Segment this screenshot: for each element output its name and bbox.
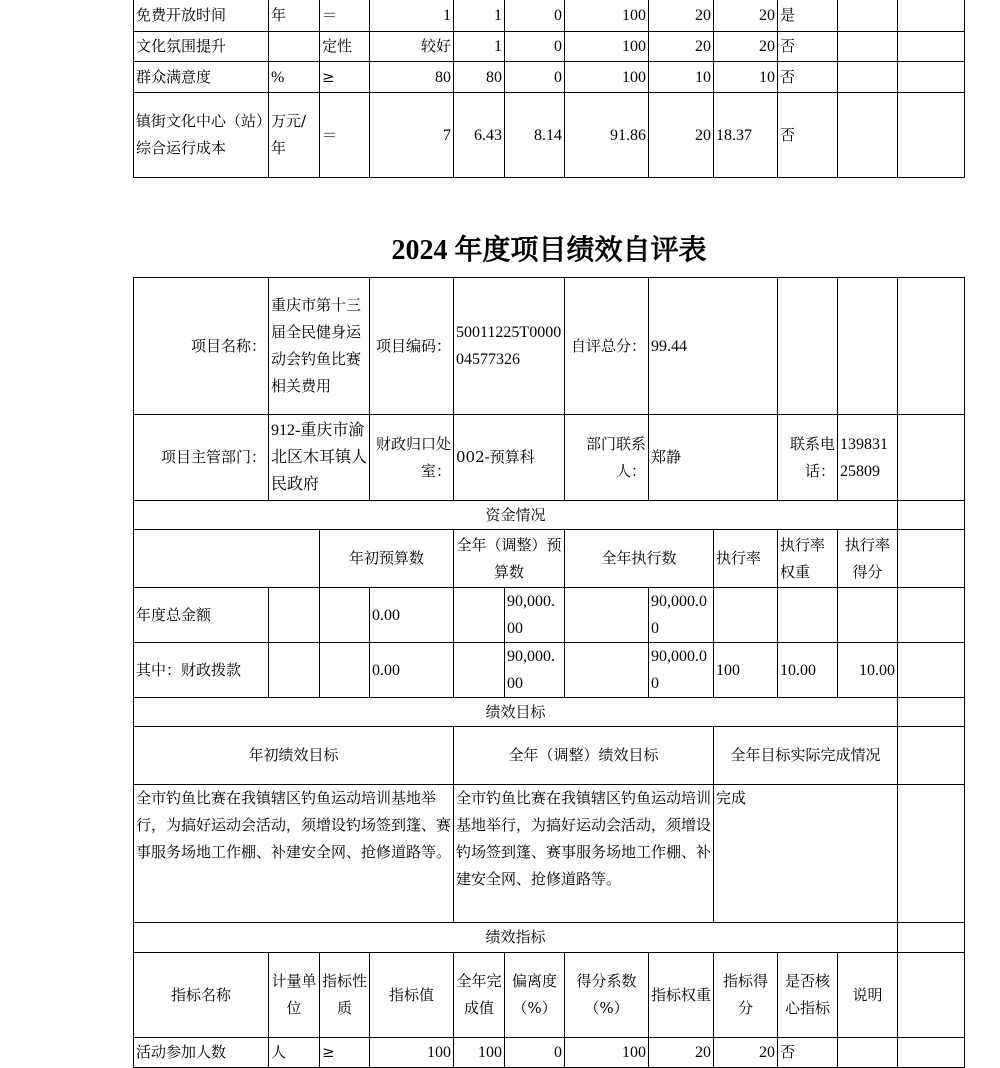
page-title: 2024 年度项目绩效自评表	[391, 235, 707, 266]
cell	[898, 278, 965, 415]
cell: 0	[505, 0, 565, 32]
cell: 1	[454, 32, 505, 62]
cell: 万元/年	[269, 93, 320, 178]
col-header: 全年执行数	[565, 530, 714, 588]
cell	[320, 643, 370, 698]
table-row	[134, 1038, 965, 1068]
initial-goal: 全市钓鱼比赛在我镇辖区钓鱼运动培训基地举行，为搞好运动会活动，须增设钓场签到篷、赛事服务场地工作棚、补建安全网、抢修道路等。	[134, 785, 454, 923]
cell: 10.00	[838, 643, 898, 698]
cell: 否	[778, 93, 838, 178]
table-row	[134, 530, 965, 588]
cell	[898, 62, 965, 93]
cell: 活动参加人数	[134, 1038, 269, 1068]
actual-completion: 完成	[714, 785, 898, 923]
table-row	[134, 32, 965, 62]
cell	[898, 415, 965, 501]
cell	[269, 32, 320, 62]
cell: 90,000.00	[505, 588, 565, 643]
cell	[898, 32, 965, 62]
cell: 20	[649, 32, 714, 62]
table-row	[134, 727, 965, 785]
cell: 20	[649, 93, 714, 178]
total-score: 99.44	[649, 278, 778, 415]
cell: 100	[714, 643, 778, 698]
cell: 90,000.00	[649, 588, 714, 643]
cell: 80	[370, 62, 454, 93]
dept: 912-重庆市渝北区木耳镇人民政府	[269, 415, 370, 501]
table-row	[134, 278, 965, 415]
project-code: 50011225T000004577326	[454, 278, 565, 415]
cell	[898, 643, 965, 698]
table-row	[134, 643, 965, 698]
cell	[898, 785, 965, 923]
cell	[838, 0, 898, 32]
col-header: 指标性质	[320, 953, 370, 1038]
table-row	[134, 953, 965, 1038]
row-label: 年度总金额	[134, 588, 269, 643]
cell: 是	[778, 0, 838, 32]
cell: 0.00	[370, 588, 454, 643]
cell	[269, 588, 320, 643]
dept-label: 项目主管部门：	[134, 415, 269, 501]
col-header: 指标权重	[649, 953, 714, 1038]
contact: 郑静	[649, 415, 778, 501]
cell: 100	[370, 1038, 454, 1068]
cell	[778, 588, 838, 643]
cell: 20	[649, 1038, 714, 1068]
table-row	[134, 785, 965, 923]
cell: 0	[505, 1038, 565, 1068]
cell	[898, 530, 965, 588]
cell: %	[269, 62, 320, 93]
cell: 10	[714, 62, 778, 93]
phone: 13983125809	[838, 415, 898, 501]
cell: 0.00	[370, 643, 454, 698]
cell: 7	[370, 93, 454, 178]
project-name: 重庆市第十三届全民健身运动会钓鱼比赛相关费用	[269, 278, 370, 415]
cell	[134, 530, 320, 588]
cell: 20	[714, 32, 778, 62]
cell: 0	[505, 32, 565, 62]
cell: ≥	[320, 1038, 370, 1068]
table-row	[134, 62, 965, 93]
cell: 人	[269, 1038, 320, 1068]
cell	[778, 278, 838, 415]
score-label: 自评总分：	[565, 278, 649, 415]
col-header: 全年（调整）绩效目标	[454, 727, 714, 785]
cell	[454, 588, 505, 643]
table-row	[134, 93, 965, 178]
cell: 100	[565, 1038, 649, 1068]
row-label: 其中：财政拨款	[134, 643, 269, 698]
cell: 否	[778, 62, 838, 93]
cell	[838, 588, 898, 643]
cell: 镇街文化中心（站）综合运行成本	[134, 93, 269, 178]
funds-section-header: 资金情况	[134, 501, 898, 530]
cell	[898, 923, 965, 953]
col-header: 指标值	[370, 953, 454, 1038]
cell	[838, 93, 898, 178]
cell: 100	[454, 1038, 505, 1068]
cell: 10.00	[778, 643, 838, 698]
indicator-table-continued	[133, 0, 965, 178]
cell: 免费开放时间	[134, 0, 269, 32]
col-header: 全年目标实际完成情况	[714, 727, 898, 785]
col-header: 全年完成值	[454, 953, 505, 1038]
cell	[320, 588, 370, 643]
cell: 100	[565, 0, 649, 32]
table-row	[134, 501, 965, 530]
col-header: 计量单位	[269, 953, 320, 1038]
cell: 90,000.00	[649, 643, 714, 698]
cell: 20	[714, 0, 778, 32]
cell: 文化氛围提升	[134, 32, 269, 62]
cell: 1	[454, 0, 505, 32]
cell: 否	[778, 32, 838, 62]
col-header: 指标得分	[714, 953, 778, 1038]
cell	[898, 93, 965, 178]
project-name-label: 项目名称：	[134, 278, 269, 415]
cell: 定性	[320, 32, 370, 62]
cell: 8.14	[505, 93, 565, 178]
cell	[898, 727, 965, 785]
adjusted-goal: 全市钓鱼比赛在我镇辖区钓鱼运动培训基地举行，为搞好运动会活动，须增设钓场签到篷、赛事服务场地工作棚、补建安全网、抢修道路等。	[454, 785, 714, 923]
cell: 群众满意度	[134, 62, 269, 93]
cell: 6.43	[454, 93, 505, 178]
col-header: 是否核心指标	[778, 953, 838, 1038]
goals-section-header: 绩效目标	[134, 698, 898, 727]
cell: 年	[269, 0, 320, 32]
cell: 否	[778, 1038, 838, 1068]
contact-label: 部门联系人：	[565, 415, 649, 501]
cell	[565, 588, 649, 643]
table-row	[134, 415, 965, 501]
cell: 100	[565, 32, 649, 62]
cell: 1	[370, 0, 454, 32]
cell: ＝	[320, 93, 370, 178]
col-header: 说明	[838, 953, 898, 1038]
cell	[565, 643, 649, 698]
cell: 100	[565, 62, 649, 93]
cell	[838, 278, 898, 415]
cell: 10	[649, 62, 714, 93]
cell	[838, 1038, 898, 1068]
self-evaluation-table	[133, 277, 965, 1068]
cell	[898, 1038, 965, 1068]
col-header: 执行率	[714, 530, 778, 588]
cell	[269, 643, 320, 698]
indicators-section-header: 绩效指标	[134, 923, 898, 953]
cell	[898, 698, 965, 727]
phone-label: 联系电话：	[778, 415, 838, 501]
cell	[838, 32, 898, 62]
col-header: 偏离度（%）	[505, 953, 565, 1038]
cell	[898, 953, 965, 1038]
col-header: 得分系数（%）	[565, 953, 649, 1038]
cell: 20	[714, 1038, 778, 1068]
project-code-label: 项目编码：	[370, 278, 454, 415]
cell	[898, 501, 965, 530]
table-row	[134, 0, 965, 32]
cell	[838, 62, 898, 93]
cell	[898, 588, 965, 643]
col-header: 全年（调整）预算数	[454, 530, 565, 588]
office: 002-预算科	[454, 415, 565, 501]
table-row	[134, 698, 965, 727]
cell: 91.86	[565, 93, 649, 178]
col-header: 执行率得分	[838, 530, 898, 588]
cell	[454, 643, 505, 698]
col-header: 年初绩效目标	[134, 727, 454, 785]
col-header: 年初预算数	[320, 530, 454, 588]
col-header: 指标名称	[134, 953, 269, 1038]
cell: 20	[649, 0, 714, 32]
office-label: 财政归口处室：	[370, 415, 454, 501]
cell: 18.37	[714, 93, 778, 178]
table-row	[134, 923, 965, 953]
cell: ＝	[320, 0, 370, 32]
cell	[898, 0, 965, 32]
cell	[714, 588, 778, 643]
col-header: 执行率权重	[778, 530, 838, 588]
cell: 0	[505, 62, 565, 93]
table-row	[134, 588, 965, 643]
cell: 较好	[370, 32, 454, 62]
cell: 80	[454, 62, 505, 93]
cell: ≥	[320, 62, 370, 93]
cell: 90,000.00	[505, 643, 565, 698]
